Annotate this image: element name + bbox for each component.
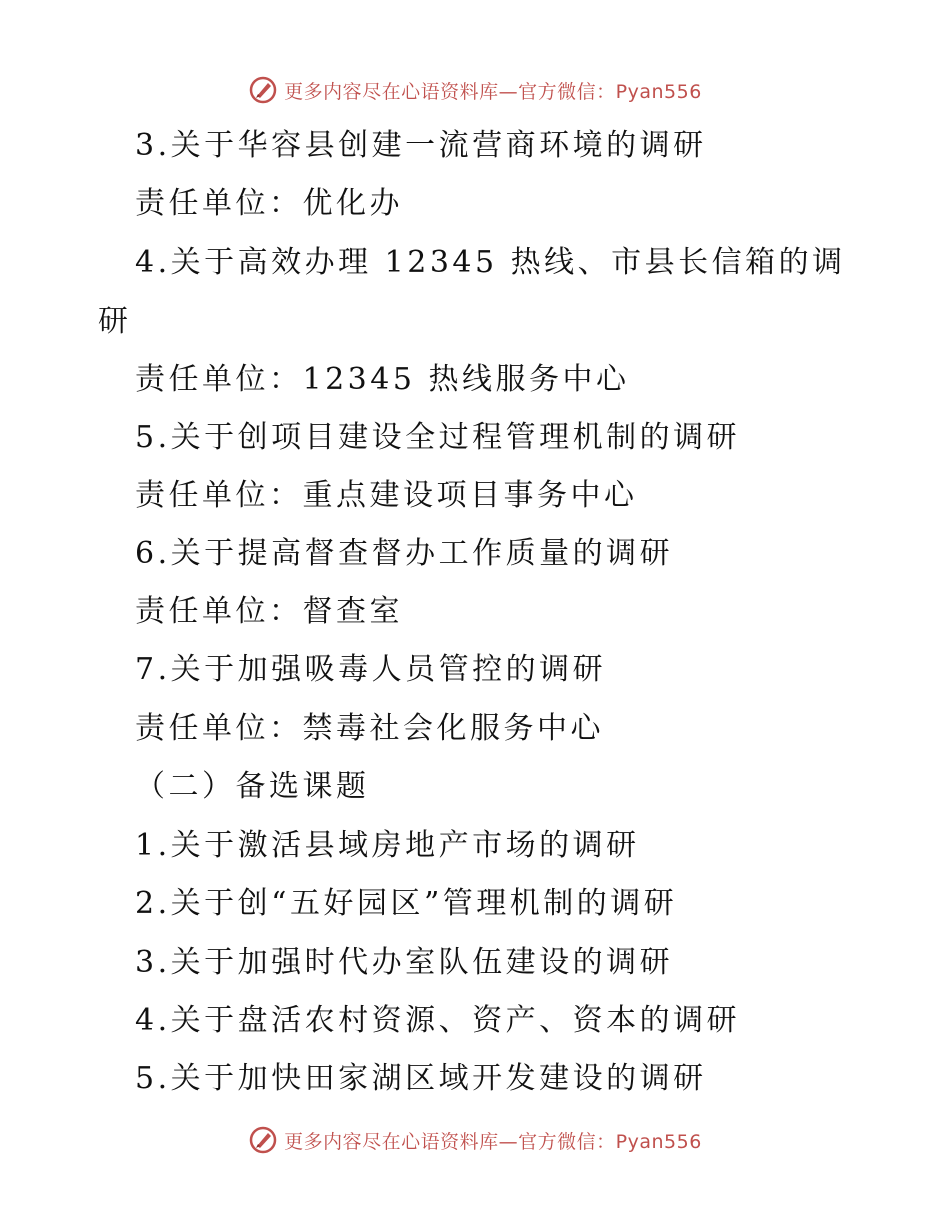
watermark-text: 更多内容尽在心语资料库—官方微信：Pyan556: [284, 1130, 702, 1153]
text-line: 4.关于盘活农村资源、资产、资本的调研: [135, 1003, 741, 1038]
text-line: 责任单位：重点建设项目事务中心: [135, 478, 638, 513]
section-heading: （二）备选课题: [135, 769, 370, 804]
watermark-text: 更多内容尽在心语资料库—官方微信：Pyan556: [284, 80, 702, 103]
text-line: 责任单位：禁毒社会化服务中心: [135, 711, 604, 746]
text-line: 2.关于创“五好园区”管理机制的调研: [135, 886, 678, 921]
pen-logo-icon: [248, 75, 278, 105]
text-line: 责任单位：督查室: [135, 594, 403, 629]
text-line: 责任单位：12345 热线服务中心: [135, 362, 630, 397]
watermark-banner-top: [0, 70, 950, 110]
text-line: 6.关于提高督查督办工作质量的调研: [135, 536, 674, 571]
pen-logo-icon: [248, 1125, 278, 1155]
text-line: 3.关于华容县创建一流营商环境的调研: [135, 128, 707, 163]
text-line: 5.关于加快田家湖区域开发建设的调研: [135, 1061, 707, 1096]
text-line: 研: [98, 304, 132, 339]
text-line: 4.关于高效办理 12345 热线、市县长信箱的调: [135, 245, 846, 280]
text-line: 责任单位：优化办: [135, 186, 403, 221]
text-line: 5.关于创项目建设全过程管理机制的调研: [135, 420, 741, 455]
text-line: 7.关于加强吸毒人员管控的调研: [135, 652, 607, 687]
text-line: 3.关于加强时代办室队伍建设的调研: [135, 945, 674, 980]
text-line: 1.关于激活县域房地产市场的调研: [135, 828, 640, 863]
watermark-banner-bottom: [0, 1120, 950, 1160]
